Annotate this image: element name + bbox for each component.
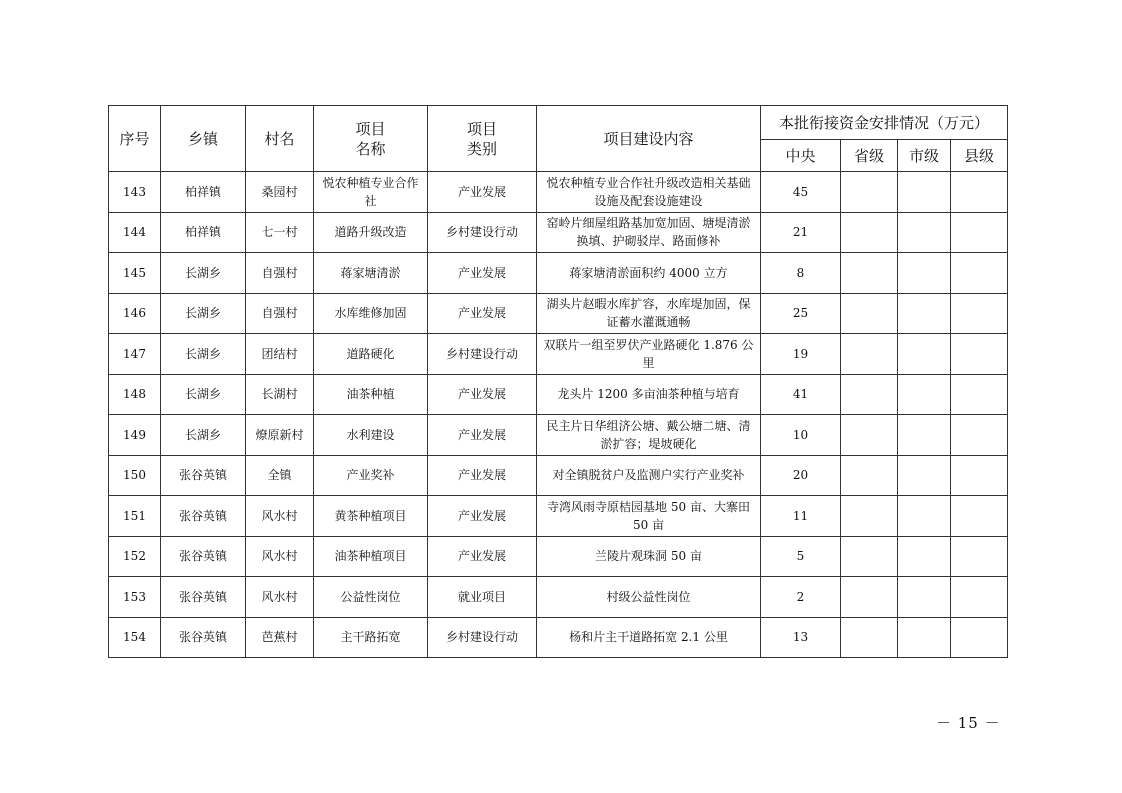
cell-central: 5 xyxy=(761,536,841,577)
cell-provincial xyxy=(841,293,898,334)
cell-municipal xyxy=(898,455,951,496)
cell-project-name: 公益性岗位 xyxy=(314,577,428,618)
cell-seq: 152 xyxy=(109,536,161,577)
cell-village: 风水村 xyxy=(246,536,314,577)
cell-municipal xyxy=(898,212,951,253)
cell-project-name: 水库维修加固 xyxy=(314,293,428,334)
table-row xyxy=(109,374,1008,415)
table-row xyxy=(109,455,1008,496)
cell-content: 寺湾风雨寺原桔园基地 50 亩、大寨田 50 亩 xyxy=(537,496,761,537)
cell-village: 团结村 xyxy=(246,334,314,375)
cell-content: 窑岭片细屋组路基加宽加固、塘堤清淤换填、护砌驳岸、路面修补 xyxy=(537,212,761,253)
cell-project-name: 道路硬化 xyxy=(314,334,428,375)
cell-provincial xyxy=(841,253,898,294)
table-row xyxy=(109,536,1008,577)
table-body xyxy=(109,172,1008,658)
header-village: 村名 xyxy=(246,106,314,172)
cell-township: 长湖乡 xyxy=(161,293,246,334)
header-municipal: 市级 xyxy=(898,140,951,172)
cell-township: 柏祥镇 xyxy=(161,172,246,213)
table-row xyxy=(109,577,1008,618)
cell-township: 柏祥镇 xyxy=(161,212,246,253)
cell-project-name: 油茶种植项目 xyxy=(314,536,428,577)
cell-county xyxy=(951,617,1008,658)
cell-provincial xyxy=(841,334,898,375)
cell-central: 41 xyxy=(761,374,841,415)
cell-project-type: 乡村建设行动 xyxy=(428,617,537,658)
cell-project-name: 主干路拓宽 xyxy=(314,617,428,658)
cell-village: 自强村 xyxy=(246,253,314,294)
header-project-type: 项目 类别 xyxy=(428,106,537,172)
cell-county xyxy=(951,253,1008,294)
cell-provincial xyxy=(841,496,898,537)
cell-township: 张谷英镇 xyxy=(161,577,246,618)
table-row xyxy=(109,253,1008,294)
cell-central: 25 xyxy=(761,293,841,334)
cell-provincial xyxy=(841,172,898,213)
cell-township: 长湖乡 xyxy=(161,415,246,456)
cell-village: 七一村 xyxy=(246,212,314,253)
cell-municipal xyxy=(898,577,951,618)
cell-township: 长湖乡 xyxy=(161,374,246,415)
cell-central: 11 xyxy=(761,496,841,537)
cell-central: 19 xyxy=(761,334,841,375)
cell-municipal xyxy=(898,617,951,658)
cell-municipal xyxy=(898,334,951,375)
cell-village: 桑园村 xyxy=(246,172,314,213)
cell-county xyxy=(951,172,1008,213)
cell-provincial xyxy=(841,455,898,496)
cell-township: 张谷英镇 xyxy=(161,496,246,537)
table-header xyxy=(109,106,1008,172)
table-row xyxy=(109,415,1008,456)
header-funding-group: 本批衔接资金安排情况（万元） xyxy=(761,106,1008,140)
page-number: － 15 － xyxy=(936,714,1001,732)
table-row xyxy=(109,334,1008,375)
cell-project-type: 产业发展 xyxy=(428,415,537,456)
cell-village: 风水村 xyxy=(246,496,314,537)
cell-county xyxy=(951,374,1008,415)
cell-project-type: 产业发展 xyxy=(428,496,537,537)
cell-project-name: 油茶种植 xyxy=(314,374,428,415)
cell-seq: 154 xyxy=(109,617,161,658)
cell-county xyxy=(951,455,1008,496)
cell-county xyxy=(951,496,1008,537)
cell-content: 民主片日华组济公塘、戴公塘二塘、清淤扩容；堤坡硬化 xyxy=(537,415,761,456)
cell-provincial xyxy=(841,536,898,577)
header-county: 县级 xyxy=(951,140,1008,172)
funding-table xyxy=(108,105,1008,658)
cell-central: 10 xyxy=(761,415,841,456)
cell-content: 村级公益性岗位 xyxy=(537,577,761,618)
cell-village: 自强村 xyxy=(246,293,314,334)
cell-village: 芭蕉村 xyxy=(246,617,314,658)
cell-content: 杨和片主干道路拓宽 2.1 公里 xyxy=(537,617,761,658)
table-row xyxy=(109,172,1008,213)
cell-county xyxy=(951,536,1008,577)
cell-county xyxy=(951,293,1008,334)
cell-project-name: 黄茶种植项目 xyxy=(314,496,428,537)
cell-project-type: 产业发展 xyxy=(428,374,537,415)
cell-township: 张谷英镇 xyxy=(161,455,246,496)
header-central: 中央 xyxy=(761,140,841,172)
cell-project-name: 道路升级改造 xyxy=(314,212,428,253)
cell-content: 对全镇脱贫户及监测户实行产业奖补 xyxy=(537,455,761,496)
cell-central: 20 xyxy=(761,455,841,496)
cell-municipal xyxy=(898,374,951,415)
cell-village: 风水村 xyxy=(246,577,314,618)
cell-content: 蒋家塘清淤面积约 4000 立方 xyxy=(537,253,761,294)
cell-seq: 153 xyxy=(109,577,161,618)
cell-seq: 150 xyxy=(109,455,161,496)
cell-content: 兰陵片观珠洞 50 亩 xyxy=(537,536,761,577)
table-row xyxy=(109,496,1008,537)
cell-project-type: 产业发展 xyxy=(428,293,537,334)
cell-municipal xyxy=(898,172,951,213)
cell-content: 湖头片赵暇水库扩容，水库堤加固，保证蓄水灌溉通畅 xyxy=(537,293,761,334)
cell-township: 张谷英镇 xyxy=(161,536,246,577)
cell-county xyxy=(951,577,1008,618)
cell-village: 长湖村 xyxy=(246,374,314,415)
cell-seq: 145 xyxy=(109,253,161,294)
table-row xyxy=(109,293,1008,334)
header-project-name: 项目 名称 xyxy=(314,106,428,172)
cell-provincial xyxy=(841,374,898,415)
header-provincial: 省级 xyxy=(841,140,898,172)
cell-village: 燎原新村 xyxy=(246,415,314,456)
cell-content: 龙头片 1200 多亩油茶种植与培育 xyxy=(537,374,761,415)
cell-county xyxy=(951,415,1008,456)
cell-content: 双联片一组至罗伏产业路硬化 1.876 公里 xyxy=(537,334,761,375)
cell-central: 45 xyxy=(761,172,841,213)
cell-village: 全镇 xyxy=(246,455,314,496)
cell-project-name: 水利建设 xyxy=(314,415,428,456)
cell-municipal xyxy=(898,293,951,334)
cell-seq: 151 xyxy=(109,496,161,537)
table-row xyxy=(109,617,1008,658)
cell-seq: 144 xyxy=(109,212,161,253)
cell-provincial xyxy=(841,415,898,456)
cell-township: 长湖乡 xyxy=(161,334,246,375)
cell-project-type: 产业发展 xyxy=(428,253,537,294)
cell-seq: 149 xyxy=(109,415,161,456)
cell-project-name: 产业奖补 xyxy=(314,455,428,496)
cell-municipal xyxy=(898,253,951,294)
cell-seq: 148 xyxy=(109,374,161,415)
cell-content: 悦农种植专业合作社升级改造相关基础设施及配套设施建设 xyxy=(537,172,761,213)
cell-central: 8 xyxy=(761,253,841,294)
cell-central: 2 xyxy=(761,577,841,618)
header-township: 乡镇 xyxy=(161,106,246,172)
cell-project-type: 产业发展 xyxy=(428,172,537,213)
cell-project-name: 蒋家塘清淤 xyxy=(314,253,428,294)
cell-central: 21 xyxy=(761,212,841,253)
cell-municipal xyxy=(898,496,951,537)
header-seq: 序号 xyxy=(109,106,161,172)
cell-township: 长湖乡 xyxy=(161,253,246,294)
cell-provincial xyxy=(841,577,898,618)
table-row xyxy=(109,212,1008,253)
cell-township: 张谷英镇 xyxy=(161,617,246,658)
cell-seq: 146 xyxy=(109,293,161,334)
cell-seq: 143 xyxy=(109,172,161,213)
cell-project-name: 悦农种植专业合作社 xyxy=(314,172,428,213)
cell-county xyxy=(951,212,1008,253)
cell-municipal xyxy=(898,536,951,577)
cell-project-type: 就业项目 xyxy=(428,577,537,618)
header-content: 项目建设内容 xyxy=(537,106,761,172)
cell-project-type: 产业发展 xyxy=(428,455,537,496)
cell-project-type: 乡村建设行动 xyxy=(428,334,537,375)
cell-central: 13 xyxy=(761,617,841,658)
cell-project-type: 乡村建设行动 xyxy=(428,212,537,253)
cell-county xyxy=(951,334,1008,375)
cell-provincial xyxy=(841,212,898,253)
cell-project-type: 产业发展 xyxy=(428,536,537,577)
cell-seq: 147 xyxy=(109,334,161,375)
cell-provincial xyxy=(841,617,898,658)
cell-municipal xyxy=(898,415,951,456)
